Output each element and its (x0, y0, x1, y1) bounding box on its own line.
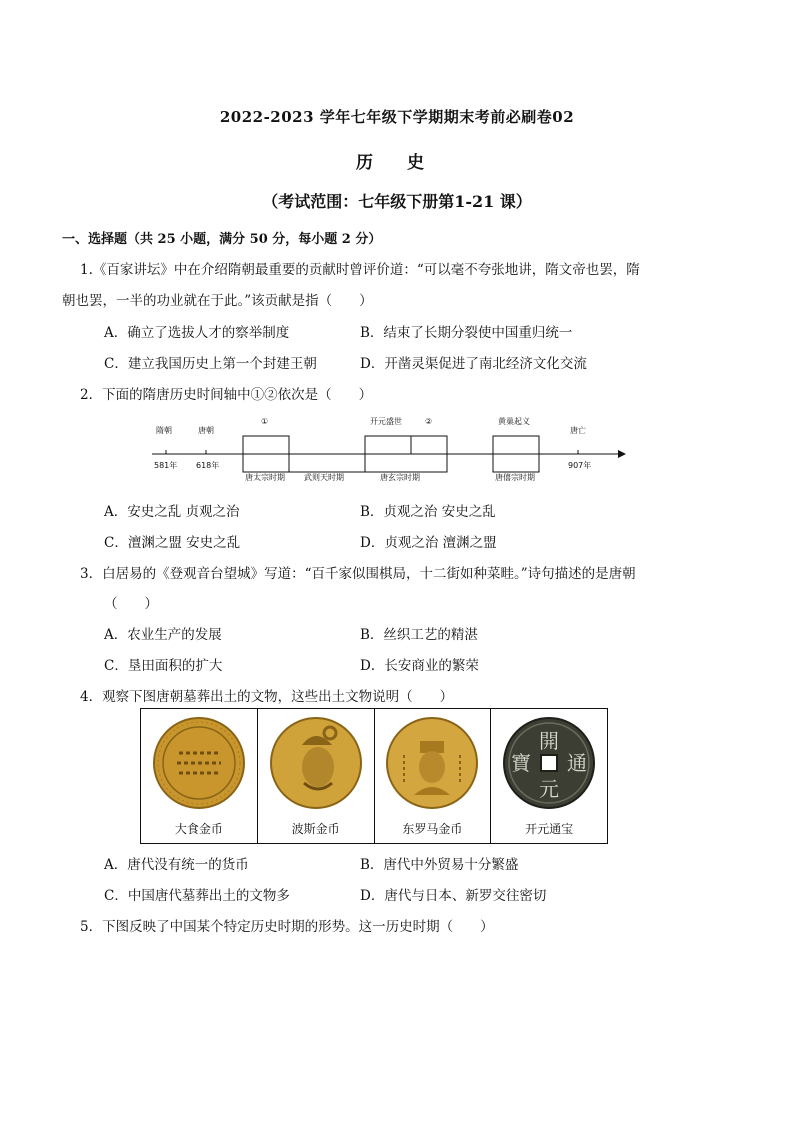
timeline-taizong: 唐太宗时期 (245, 473, 285, 482)
exam-scope: （考试范围：七年级下册第1-21 课） (262, 192, 532, 211)
timeline-label-tang: 唐朝 (198, 426, 214, 435)
timeline-year-618: 618年 (196, 461, 220, 470)
timeline-marker-2: ② (425, 417, 433, 426)
q1-option-a: A．确立了选拔人才的察举制度 (104, 325, 290, 341)
timeline-diagram (148, 408, 628, 490)
question-2-line1: 2．下面的隋唐历史时间轴中①②依次是（ ） (80, 387, 373, 403)
timeline-label-sui: 隋朝 (156, 426, 172, 435)
coin-cell-kaiyuan (491, 709, 607, 843)
q3-option-b: B．丝织工艺的精湛 (360, 627, 478, 643)
kaiyuan-glyph-right: 通 (567, 751, 588, 775)
coin-cell-byzantine (375, 709, 492, 843)
q3-option-d: D．长安商业的繁荣 (360, 658, 479, 674)
q2-option-c: C．澶渊之盟 安史之乱 (104, 535, 241, 551)
q2-option-a: A．安史之乱 贞观之治 (104, 504, 240, 520)
q2-option-d: D．贞观之治 澶渊之盟 (360, 535, 497, 551)
q4-option-c: C．中国唐代墓葬出土的文物多 (104, 888, 290, 904)
q3-option-c: C．垦田面积的扩大 (104, 658, 223, 674)
timeline-label-kaiyuan: 开元盛世 (370, 417, 402, 426)
coin-cell-dinar (141, 709, 258, 843)
question-5-line1: 5．下图反映了中国某个特定历史时期的形势。这一历史时期（ ） (80, 919, 494, 935)
q2-option-b: B．贞观之治 安史之乱 (360, 504, 496, 520)
kaiyuan-coin-icon (501, 715, 597, 811)
kaiyuan-glyph-left: 寶 (511, 751, 532, 775)
question-3-line1: 3．白居易的《登观音台望城》写道：“百千家似围棋局，十二街如种菜畦。”诗句描述的是唐朝 (80, 566, 636, 582)
question-1-line2: 朝也罢，一半的功业就在于此。”该贡献是指（ ） (62, 293, 373, 309)
timeline-label-tangwang: 唐亡 (570, 426, 586, 435)
question-3-line2: （ ） (104, 596, 158, 612)
question-1-line1: 1.《百家讲坛》中在介绍隋朝最重要的贡献时曾评价道：“可以毫不夸张地讲，隋文帝也罢，隋 (80, 262, 640, 278)
q4-option-b: B．唐代中外贸易十分繁盛 (360, 857, 519, 873)
coin-caption-persian: 波斯金币 (291, 822, 340, 836)
coin-cell-persian (258, 709, 375, 843)
section-heading: 一、选择题（共 25 小题，满分 50 分，每小题 2 分） (62, 232, 382, 247)
q1-option-c: C．建立我国历史上第一个封建王朝 (104, 356, 317, 372)
timeline-xuanzong: 唐玄宗时期 (380, 473, 420, 482)
kaiyuan-glyph-top: 開 (539, 729, 560, 753)
timeline-xizong: 唐僖宗时期 (495, 473, 535, 482)
q4-option-a: A．唐代没有统一的货币 (104, 857, 249, 873)
timeline-wuzetian: 武则天时期 (304, 473, 344, 482)
timeline-year-907: 907年 (568, 461, 592, 470)
question-4-line1: 4．观察下图唐朝墓葬出土的文物，这些出土文物说明（ ） (80, 689, 454, 705)
q3-option-a: A．农业生产的发展 (104, 627, 222, 643)
q1-option-d: D．开凿灵渠促进了南北经济文化交流 (360, 356, 587, 372)
dinar-coin-icon (151, 715, 247, 811)
coin-figure-table (140, 708, 608, 844)
paper-title: 2022-2023 学年七年级下学期期末考前必刷卷02 (219, 108, 575, 126)
kaiyuan-glyph-bottom: 元 (539, 777, 560, 801)
coin-caption-kaiyuan: 开元通宝 (525, 822, 574, 836)
byzantine-coin-icon (384, 715, 480, 811)
q4-option-d: D．唐代与日本、新罗交往密切 (360, 888, 547, 904)
timeline-marker-1: ① (261, 417, 269, 426)
subject-title: 历 史 (356, 153, 438, 173)
q1-option-b: B．结束了长期分裂使中国重归统一 (360, 325, 573, 341)
timeline-year-581: 581年 (154, 461, 178, 470)
coin-caption-byzantine: 东罗马金币 (402, 822, 463, 836)
persian-coin-icon (268, 715, 364, 811)
coin-caption-dinar: 大食金币 (174, 822, 223, 836)
timeline-label-huangchao: 黄巢起义 (498, 417, 530, 426)
